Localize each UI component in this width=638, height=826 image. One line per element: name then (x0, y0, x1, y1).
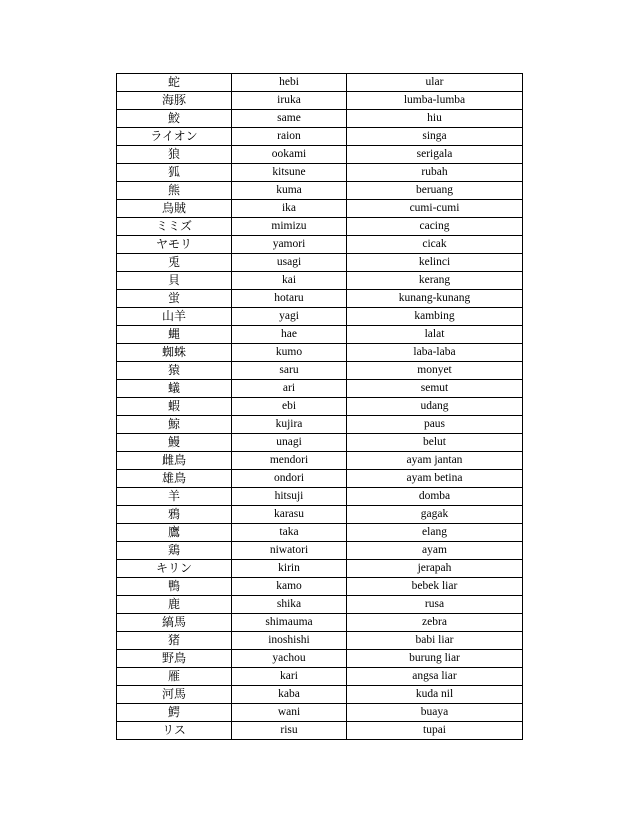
romaji-cell: yagi (232, 308, 347, 326)
japanese-cell: 鴨 (117, 578, 232, 596)
japanese-cell: キリン (117, 560, 232, 578)
romaji-cell: wani (232, 704, 347, 722)
indonesian-cell: buaya (347, 704, 523, 722)
indonesian-cell: ayam betina (347, 470, 523, 488)
indonesian-cell: laba-laba (347, 344, 523, 362)
romaji-cell: shika (232, 596, 347, 614)
japanese-cell: ライオン (117, 128, 232, 146)
japanese-cell: 蛍 (117, 290, 232, 308)
romaji-cell: kuma (232, 182, 347, 200)
table-row (117, 686, 523, 704)
indonesian-cell: paus (347, 416, 523, 434)
indonesian-cell: ular (347, 74, 523, 92)
table-row (117, 614, 523, 632)
romaji-cell: kari (232, 668, 347, 686)
romaji-cell: kai (232, 272, 347, 290)
table-row (117, 74, 523, 92)
table-row (117, 596, 523, 614)
indonesian-cell: babi liar (347, 632, 523, 650)
japanese-cell: 海豚 (117, 92, 232, 110)
japanese-cell: 山羊 (117, 308, 232, 326)
table-row (117, 416, 523, 434)
japanese-cell: リス (117, 722, 232, 740)
indonesian-cell: belut (347, 434, 523, 452)
indonesian-cell: cumi-cumi (347, 200, 523, 218)
indonesian-cell: monyet (347, 362, 523, 380)
table-row (117, 344, 523, 362)
japanese-cell: 熊 (117, 182, 232, 200)
romaji-cell: shimauma (232, 614, 347, 632)
table-row (117, 110, 523, 128)
romaji-cell: saru (232, 362, 347, 380)
romaji-cell: same (232, 110, 347, 128)
table-row (117, 380, 523, 398)
japanese-cell: 野鳥 (117, 650, 232, 668)
indonesian-cell: kuda nil (347, 686, 523, 704)
vocabulary-table-body (117, 74, 523, 740)
japanese-cell: 鹿 (117, 596, 232, 614)
romaji-cell: ari (232, 380, 347, 398)
japanese-cell: 鮫 (117, 110, 232, 128)
indonesian-cell: semut (347, 380, 523, 398)
indonesian-cell: serigala (347, 146, 523, 164)
romaji-cell: ebi (232, 398, 347, 416)
indonesian-cell: kerang (347, 272, 523, 290)
indonesian-cell: udang (347, 398, 523, 416)
japanese-cell: 狐 (117, 164, 232, 182)
romaji-cell: ondori (232, 470, 347, 488)
table-row (117, 488, 523, 506)
indonesian-cell: burung liar (347, 650, 523, 668)
japanese-cell: 兎 (117, 254, 232, 272)
indonesian-cell: ayam (347, 542, 523, 560)
indonesian-cell: jerapah (347, 560, 523, 578)
romaji-cell: kirin (232, 560, 347, 578)
japanese-cell: 蜘蛛 (117, 344, 232, 362)
table-row (117, 254, 523, 272)
indonesian-cell: domba (347, 488, 523, 506)
table-row (117, 560, 523, 578)
romaji-cell: ookami (232, 146, 347, 164)
japanese-cell: 河馬 (117, 686, 232, 704)
japanese-cell: 烏賊 (117, 200, 232, 218)
table-row (117, 506, 523, 524)
indonesian-cell: gagak (347, 506, 523, 524)
table-row (117, 272, 523, 290)
table-row (117, 92, 523, 110)
table-row (117, 632, 523, 650)
indonesian-cell: lalat (347, 326, 523, 344)
japanese-cell: 鰐 (117, 704, 232, 722)
table-row (117, 326, 523, 344)
indonesian-cell: singa (347, 128, 523, 146)
indonesian-cell: bebek liar (347, 578, 523, 596)
romaji-cell: yamori (232, 236, 347, 254)
japanese-cell: 貝 (117, 272, 232, 290)
indonesian-cell: ayam jantan (347, 452, 523, 470)
table-row (117, 470, 523, 488)
table-row (117, 434, 523, 452)
romaji-cell: kaba (232, 686, 347, 704)
romaji-cell: usagi (232, 254, 347, 272)
romaji-cell: mendori (232, 452, 347, 470)
table-row (117, 398, 523, 416)
vocabulary-table (116, 73, 523, 740)
romaji-cell: kujira (232, 416, 347, 434)
japanese-cell: ミミズ (117, 218, 232, 236)
table-row (117, 146, 523, 164)
japanese-cell: 蝿 (117, 326, 232, 344)
japanese-cell: 狼 (117, 146, 232, 164)
japanese-cell: 猪 (117, 632, 232, 650)
romaji-cell: iruka (232, 92, 347, 110)
table-row (117, 722, 523, 740)
table-row (117, 164, 523, 182)
table-row (117, 290, 523, 308)
table-row (117, 128, 523, 146)
romaji-cell: taka (232, 524, 347, 542)
romaji-cell: ika (232, 200, 347, 218)
indonesian-cell: tupai (347, 722, 523, 740)
indonesian-cell: rubah (347, 164, 523, 182)
table-row (117, 362, 523, 380)
romaji-cell: kamo (232, 578, 347, 596)
japanese-cell: 雌鳥 (117, 452, 232, 470)
japanese-cell: 雄鳥 (117, 470, 232, 488)
indonesian-cell: kunang-kunang (347, 290, 523, 308)
indonesian-cell: hiu (347, 110, 523, 128)
japanese-cell: 鯨 (117, 416, 232, 434)
indonesian-cell: cacing (347, 218, 523, 236)
indonesian-cell: kelinci (347, 254, 523, 272)
japanese-cell: 縞馬 (117, 614, 232, 632)
table-row (117, 542, 523, 560)
romaji-cell: risu (232, 722, 347, 740)
table-row (117, 236, 523, 254)
romaji-cell: hotaru (232, 290, 347, 308)
japanese-cell: 蝦 (117, 398, 232, 416)
indonesian-cell: kambing (347, 308, 523, 326)
japanese-cell: 蛇 (117, 74, 232, 92)
japanese-cell: 雁 (117, 668, 232, 686)
romaji-cell: kumo (232, 344, 347, 362)
indonesian-cell: cicak (347, 236, 523, 254)
romaji-cell: hae (232, 326, 347, 344)
table-row (117, 578, 523, 596)
indonesian-cell: zebra (347, 614, 523, 632)
table-row (117, 650, 523, 668)
japanese-cell: 鶏 (117, 542, 232, 560)
indonesian-cell: beruang (347, 182, 523, 200)
table-row (117, 218, 523, 236)
romaji-cell: karasu (232, 506, 347, 524)
romaji-cell: mimizu (232, 218, 347, 236)
table-row (117, 668, 523, 686)
romaji-cell: hebi (232, 74, 347, 92)
romaji-cell: inoshishi (232, 632, 347, 650)
indonesian-cell: angsa liar (347, 668, 523, 686)
japanese-cell: 猿 (117, 362, 232, 380)
japanese-cell: 鷹 (117, 524, 232, 542)
table-row (117, 200, 523, 218)
indonesian-cell: lumba-lumba (347, 92, 523, 110)
romaji-cell: unagi (232, 434, 347, 452)
table-row (117, 182, 523, 200)
japanese-cell: 鰻 (117, 434, 232, 452)
table-row (117, 308, 523, 326)
indonesian-cell: rusa (347, 596, 523, 614)
indonesian-cell: elang (347, 524, 523, 542)
japanese-cell: ヤモリ (117, 236, 232, 254)
romaji-cell: yachou (232, 650, 347, 668)
table-row (117, 452, 523, 470)
romaji-cell: kitsune (232, 164, 347, 182)
japanese-cell: 蟻 (117, 380, 232, 398)
japanese-cell: 鴉 (117, 506, 232, 524)
table-row (117, 524, 523, 542)
table-row (117, 704, 523, 722)
romaji-cell: niwatori (232, 542, 347, 560)
romaji-cell: raion (232, 128, 347, 146)
romaji-cell: hitsuji (232, 488, 347, 506)
japanese-cell: 羊 (117, 488, 232, 506)
